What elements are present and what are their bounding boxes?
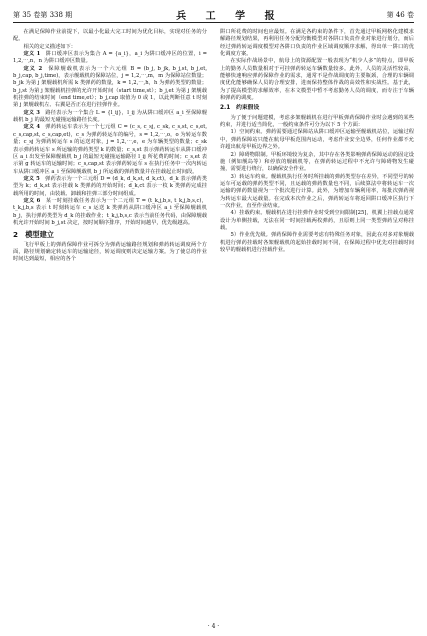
definition-label: 定义 6 bbox=[23, 197, 41, 204]
two-column-body bbox=[13, 29, 414, 264]
right-column bbox=[220, 29, 414, 264]
section-heading: 2 模型建立 bbox=[13, 230, 54, 240]
journal-title: 兵 工 学 报 bbox=[176, 11, 283, 22]
definition-paragraph bbox=[13, 176, 207, 198]
body-paragraph: 阱口所花费的时间也应最短。在满足各约束的条件下，首先通过甲板网格化建模求解路径规划结果，再利用任务分配均衡模型对各阱口负责作业对象进行划分，而后经过弹药转运调度模型对各阱口负责的作业区域调度顺序求解，得出单一阱口的优化调度方案。 bbox=[220, 29, 414, 58]
definition-text: 保障舰载机表示为一个六元组 B = (b_j, b_jk, b_j,st, b_j,et, b_j,cap, b_j,time)，表示舰载机的保障站位，j = 1,2,⋯,m，m 为保障站位数量；b_jk 为第 j 架舰载机所需 k 类弹药的数量，k = 1,2,⋯,h，h 为弹药类型的数量；b_j,st 为第 j 架舰载机挂弹的允许开始时间（start time,st）；b_j,et 为第 j 架舰载机挂弹的结束时间（end time,et）；b_j,cap 取值为 0 或 1，以此判断任意 t 时刻第 j 架舰载机左、右翼是否正在进行挂弹作业。 bbox=[13, 65, 207, 109]
definition-paragraph bbox=[13, 124, 207, 175]
definition-paragraph bbox=[13, 51, 207, 66]
body-paragraph: 5）作业优先级。弹药保障作业需要考虑有特殊任务对象，因此在对多对象舰载机进行弹药挂载时各架舰载机的起始挂载时间不同，在保障过程中优先对挂载时间较早的舰载机进行挂载作业。 bbox=[220, 232, 414, 253]
header-issue: 第 46 卷 bbox=[386, 10, 414, 19]
body-paragraph: 1）空间约束。弹药需要通过保障站从阱口缓冲区运输至舰载机站位，运输过程中，弹药保障站只能在航母甲板范围内运动，考虑作业安全边界，任何作业都不允许超出航母甲板边界之外。 bbox=[220, 129, 414, 151]
definition-text: 某一时刻挂载任务表示为一个二元组 T = (t_k,j,b,s, t_k,j,b,s,c)，t_k,j,b,s 表示 t 时刻转运车 c_s 运送 k 类弹药从阱口缓冲区 a_i 至保障舰载机 b_j，执行弹药类型为 d_k 的挂载作业；t_k,j,b,s,c 表示当前任务代码，由保障舰载机允许开始时间 b_j,st 决定，按时间顺序排序，开始时间越早，优先级越高。 bbox=[13, 197, 208, 226]
body-paragraph: 2）障碍物限制。甲板环境较为复杂，其中存在各类影响弹药保障运动的固定设施（例如舰岛等）和停放的舰载机等，在弹药转运过程中不允许与障碍物发生碰撞，需要进行绕行，以确保安全作业。 bbox=[220, 151, 414, 173]
body-paragraph: 为了便于问题建模，考虑多架舰载机在进行甲板弹药保障作业时会遇到的某些约束，并进行适当简化，一般约束条件可分为以下 5 个方面： bbox=[220, 114, 414, 129]
body-paragraph: 飞行甲板上的弹药保障作业可拆分为弹药运输路径规划和弹药转运调度两个方面，路径规划确定转运车的运输途径，转运调度则决定运输方案。为了使总的作业时间达到最短，相应的各个 bbox=[13, 241, 207, 263]
definition-text: 阱口缓冲区表示为集合 A = {a_i}，a_i 为阱口缓冲区的位置，i = 1,2,⋯,n，n 为阱口缓冲区数量。 bbox=[13, 51, 207, 65]
body-paragraph: 在满足保障作业前提下，以最小化最大完工时间为优化目标，实现对任务的分配。 bbox=[13, 29, 207, 43]
definition-label: 定义 1 bbox=[23, 51, 41, 58]
definition-label: 定义 5 bbox=[23, 175, 40, 182]
definition-label: 定义 2 bbox=[23, 65, 43, 72]
body-paragraph: 4）挂载约束。舰载机在进行挂弹作业时受到空间限制[25]，机翼上挂载点通常设计为单侧挂载，无法在同一时间挂载两枚弹药，且原则上同一类型弹药呈对称挂载。 bbox=[220, 210, 414, 231]
definition-paragraph bbox=[13, 110, 207, 125]
definition-paragraph bbox=[13, 66, 207, 110]
definition-label: 定义 4 bbox=[23, 124, 40, 131]
header-volume: 第 35 卷第 338 期 bbox=[13, 10, 73, 19]
definition-label: 定义 3 bbox=[23, 109, 40, 116]
definition-paragraph bbox=[13, 198, 207, 227]
definition-text: 路径表示为一个集合 L = {l_ij}，l_ij 为从阱口缓冲区 a_i 至保障舰载机 b_j 的最短无碰撞运输路径长度。 bbox=[13, 109, 208, 124]
subsection-heading: 2.1 约束假设 bbox=[220, 105, 260, 112]
definition-text: 弹药表示为一个三元组 D = (d_k, d_k,st, d_k,ct)，d_k 表示弹药类型为 k；d_k,st 表示挂载 k 类弹药的开始时间；d_k,ct 表示一枚 k 类弹药完成挂载所用的时间，由装载、卸载和挂弹三部分时间组成。 bbox=[13, 175, 208, 197]
running-header bbox=[13, 8, 414, 21]
definition-text: 弹药转运车表示为一个七元组 C = (c_s, c_sj, c_sk, c_s,st, c_s,et, c_s,cap,st, c_s,cap,et)，c_s 为弹药转运车的编号，s = 1,2,⋯,o，o 为转运车数量；c_sj 为弹药转运车 s 的运送对象，j = 1,2,⋯,e，e 为车辆类型的数量；c_sk 表示弹药转运车 s 所运输的弹药类型 k 的数量；c_s,st 表示弹药转运车从阱口缓冲区 a_i 出发至保障舰载机 b_j 的最短无碰撞运输路径 l_ij 所花费的时间；c_s,et 表示第 g 转运车的运输时间；c_s,cap,st 表示弹药转运车 s 在执行任务中一次内转运车从阱口缓冲区 a_i 至保障舰载机 b_j 所运载的弹药数量并在挂载起止时间段。 bbox=[13, 124, 207, 175]
left-column bbox=[13, 29, 207, 264]
header-rule bbox=[13, 22, 414, 23]
body-paragraph: 在实际作战场景中，航母上的资源配置一般表现为“机少人多”的特点，即甲板上的勤务人员数量相对于可挂弹药转运车辆数量较多。此外，人员的灵活性较高，能够快速响应弹药保障作业的需求，通常不是作战调度的主要瓶颈，合理的车辆调度优化能够确保人员的合理安排，进而保持整体作战的高效性和实战性。基于此，为了提高模型的求解效率，在本文模型中暂不考虑勤务人员的调度，而专注于车辆和弹药的调度。 bbox=[220, 58, 414, 102]
body-paragraph: 相关的定义描述如下： bbox=[23, 43, 76, 50]
page-number: · 4 · bbox=[207, 623, 220, 630]
body-paragraph: 3）转运车约束。舰载机执行任务时所挂载的弹药类型存在差异，不同型号的转运车可运载的弹药类型不同，且运载的弹药数量也不同，后续算法中将转运车一次运输的弹药数量视为一个批次进行计算。此外，为增加车辆利用率，每批次弹药视为转运车最大运载量。在完成本次作业之后，弹药转运车将返回阱口缓冲区执行下一次作业，直至作业结束。 bbox=[220, 173, 414, 209]
